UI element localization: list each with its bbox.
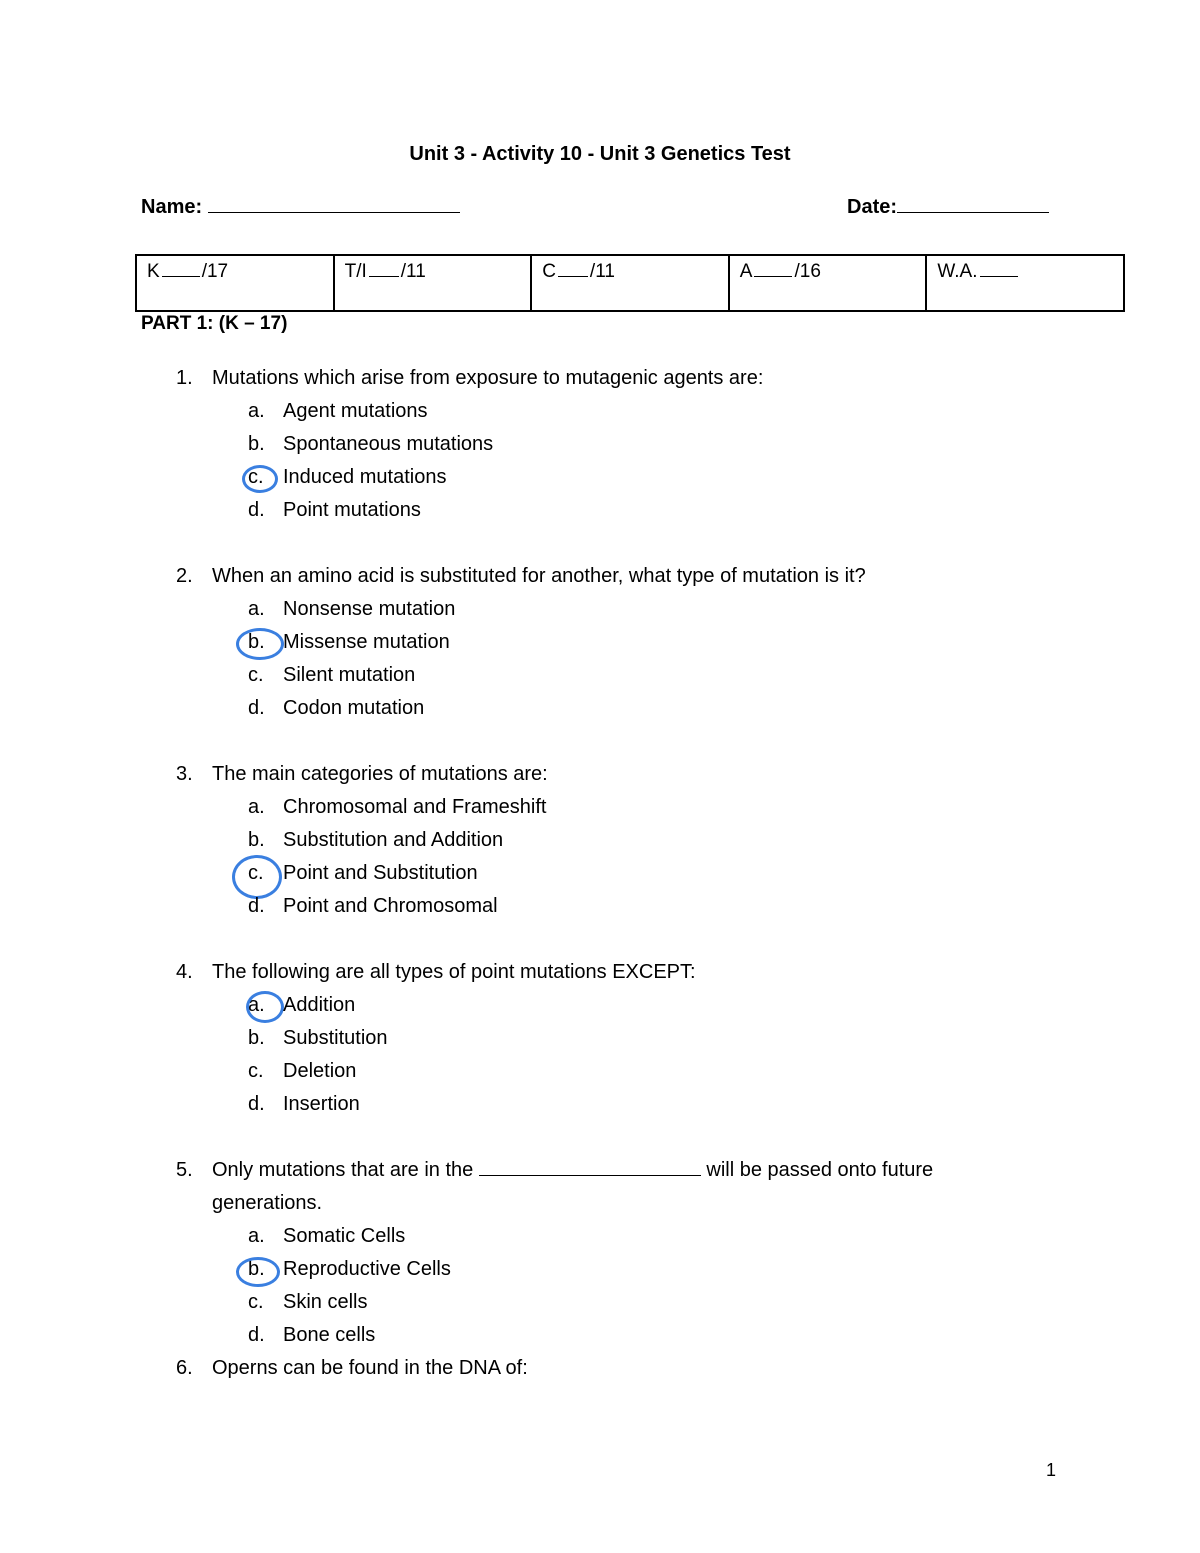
- question-1: [176, 362, 1012, 527]
- option-letter: b.: [248, 1027, 265, 1049]
- option-a[interactable]: [176, 1220, 1012, 1253]
- option-b[interactable]: [176, 1022, 1012, 1055]
- marks-wa-blank[interactable]: [980, 261, 1018, 277]
- option-b[interactable]: [176, 428, 1012, 461]
- question-number: 6.: [176, 1357, 193, 1379]
- marks-c-blank[interactable]: [558, 261, 588, 277]
- name-blank[interactable]: [208, 211, 460, 213]
- question-2: [176, 560, 1012, 725]
- date-blank[interactable]: [897, 211, 1049, 213]
- question-text: When an amino acid is substituted for another, what type of mutation is it?: [212, 565, 866, 587]
- question-text: Mutations which arise from exposure to mutagenic agents are:: [212, 367, 764, 389]
- marks-cell-c: [531, 255, 729, 311]
- option-text: Chromosomal and Frameshift: [283, 796, 547, 818]
- date-label: Date:: [847, 196, 898, 218]
- marks-cell-k: [136, 255, 334, 311]
- fill-in-blank[interactable]: [479, 1174, 701, 1176]
- option-text: Induced mutations: [283, 466, 447, 488]
- option-d[interactable]: [176, 1319, 1012, 1352]
- option-text: Codon mutation: [283, 697, 425, 719]
- option-text: Point and Substitution: [283, 862, 478, 884]
- marks-ti-label: T/I: [344, 261, 367, 282]
- answer-circle-mark: [236, 628, 284, 660]
- option-c[interactable]: [176, 659, 1012, 692]
- option-b[interactable]: [176, 1253, 1012, 1286]
- page-title: Unit 3 - Activity 10 - Unit 3 Genetics Test: [409, 143, 791, 165]
- option-a[interactable]: [176, 791, 1012, 824]
- option-letter: d.: [248, 1093, 265, 1115]
- marks-a-total: /16: [794, 261, 821, 282]
- answer-circle-mark: [236, 1257, 280, 1287]
- question-6: [176, 1352, 1012, 1385]
- marks-a-label: A: [739, 261, 753, 282]
- option-letter: a.: [248, 1225, 265, 1247]
- question-4: [176, 956, 1012, 1121]
- option-text: Bone cells: [283, 1324, 376, 1346]
- option-letter: a.: [248, 994, 265, 1016]
- option-c[interactable]: [176, 857, 1012, 890]
- question-text-line2: generations.: [212, 1192, 323, 1214]
- marks-cell-wa: [926, 255, 1124, 311]
- marks-cell-a: [729, 255, 927, 311]
- option-letter: d.: [248, 499, 265, 521]
- marks-k-blank[interactable]: [162, 261, 200, 277]
- question-text-before: Only mutations that are in the: [212, 1159, 474, 1181]
- option-letter: c.: [248, 1060, 264, 1082]
- question-text-after: will be passed onto future: [706, 1159, 934, 1181]
- option-text: Point and Chromosomal: [283, 895, 498, 917]
- option-letter: c.: [248, 862, 264, 884]
- option-letter: d.: [248, 1324, 265, 1346]
- option-text: Nonsense mutation: [283, 598, 456, 620]
- marks-ti-total: /11: [400, 261, 426, 282]
- question-number: 4.: [176, 961, 193, 983]
- option-d[interactable]: [176, 494, 1012, 527]
- option-letter: c.: [248, 466, 264, 488]
- option-c[interactable]: [176, 1286, 1012, 1319]
- option-text: Addition: [283, 994, 356, 1016]
- marks-cell-ti: [334, 255, 532, 311]
- marks-c-label: C: [542, 261, 556, 282]
- option-letter: b.: [248, 1258, 265, 1280]
- answer-circle-mark: [242, 465, 278, 493]
- option-letter: b.: [248, 631, 265, 653]
- option-text: Agent mutations: [283, 400, 428, 422]
- option-letter: d.: [248, 697, 265, 719]
- option-text: Spontaneous mutations: [283, 433, 494, 455]
- question-text: [212, 1154, 1012, 1187]
- option-text: Missense mutation: [283, 631, 450, 653]
- page-number: 1: [1046, 1460, 1057, 1480]
- option-text: Silent mutation: [283, 664, 416, 686]
- option-text: Substitution: [283, 1027, 388, 1049]
- marks-wa-label: W.A.: [937, 261, 978, 282]
- question-3: [176, 758, 1012, 923]
- part-heading: PART 1: (K – 17): [141, 313, 288, 334]
- question-number: 2.: [176, 565, 193, 587]
- option-letter: a.: [248, 400, 265, 422]
- option-d[interactable]: [176, 692, 1012, 725]
- option-text: Skin cells: [283, 1291, 368, 1313]
- option-a[interactable]: [176, 593, 1012, 626]
- marks-k-total: /17: [201, 261, 229, 282]
- option-b[interactable]: [176, 626, 1012, 659]
- option-text: Substitution and Addition: [283, 829, 504, 851]
- marks-ti-blank[interactable]: [369, 261, 399, 277]
- option-text: Point mutations: [283, 499, 421, 521]
- question-5: [176, 1154, 1012, 1352]
- option-letter: b.: [248, 829, 265, 851]
- option-letter: c.: [248, 664, 264, 686]
- option-a[interactable]: [176, 395, 1012, 428]
- option-letter: c.: [248, 1291, 264, 1313]
- option-text: Somatic Cells: [283, 1225, 406, 1247]
- question-number: 3.: [176, 763, 193, 785]
- marks-c-total: /11: [589, 261, 615, 282]
- option-d[interactable]: [176, 890, 1012, 923]
- option-c[interactable]: [176, 461, 1012, 494]
- option-text: Insertion: [283, 1093, 360, 1115]
- answer-circle-mark: [246, 991, 284, 1023]
- question-text: The following are all types of point mutations EXCEPT:: [212, 961, 696, 983]
- name-field: [141, 196, 460, 219]
- option-letter: a.: [248, 598, 265, 620]
- question-text: Operns can be found in the DNA of:: [212, 1357, 528, 1379]
- option-letter: a.: [248, 796, 265, 818]
- date-field: [847, 196, 1049, 219]
- option-text: Deletion: [283, 1060, 357, 1082]
- option-d[interactable]: [176, 1088, 1012, 1121]
- name-label: Name:: [141, 196, 203, 218]
- marks-k-label: K: [147, 261, 160, 282]
- option-text: Reproductive Cells: [283, 1258, 451, 1280]
- marks-table: [135, 254, 1125, 312]
- question-number: 5.: [176, 1159, 193, 1181]
- option-letter: d.: [248, 895, 265, 917]
- question-text: The main categories of mutations are:: [212, 763, 548, 785]
- option-b[interactable]: [176, 824, 1012, 857]
- marks-a-blank[interactable]: [754, 261, 792, 277]
- option-c[interactable]: [176, 1055, 1012, 1088]
- option-a[interactable]: [176, 989, 1012, 1022]
- option-letter: b.: [248, 433, 265, 455]
- question-number: 1.: [176, 367, 193, 389]
